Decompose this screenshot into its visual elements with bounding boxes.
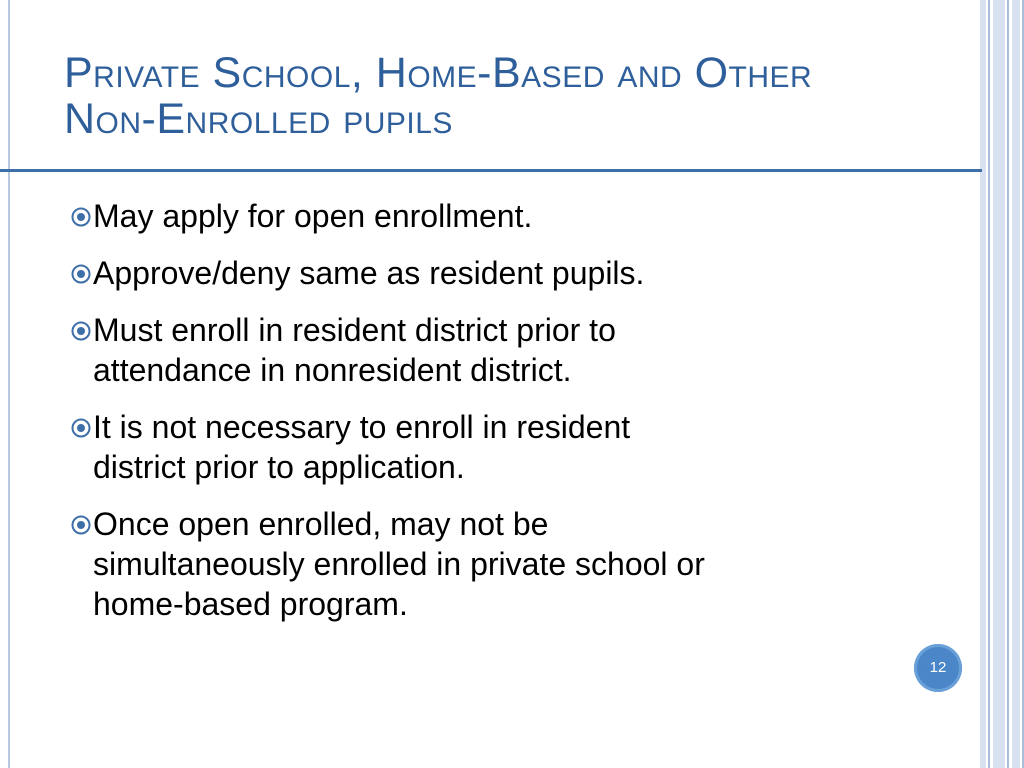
bullet-item: [70, 253, 930, 293]
bullet-item: [70, 196, 930, 236]
bullet-item: [70, 504, 930, 624]
circle-dot-bullet-icon: [70, 417, 92, 439]
title-underline-rule: [0, 169, 982, 172]
bullet-text: Once open enrolled, may not be: [93, 506, 549, 542]
bullet-text: attendance in nonresident district.: [93, 352, 572, 388]
bullet-text: Approve/deny same as resident pupils.: [93, 255, 645, 291]
bullet-text: district prior to application.: [93, 449, 465, 485]
bullet-item: [70, 310, 930, 390]
bullet-text: home-based program.: [93, 586, 408, 622]
slide-title: [64, 50, 964, 142]
bullet-text: Must enroll in resident district prior to: [93, 312, 616, 348]
bullet-text: simultaneously enrolled in private school or: [93, 546, 705, 582]
circle-dot-bullet-icon: [70, 263, 92, 285]
circle-dot-bullet-icon: [70, 206, 92, 228]
stripe: [1012, 0, 1020, 768]
bullet-text: It is not necessary to enroll in resident: [93, 409, 631, 445]
stripe: [980, 0, 986, 768]
title-line: Non-Enrolled pupils: [64, 95, 453, 143]
stripe: [1007, 0, 1009, 768]
circle-dot-bullet-icon: [70, 320, 92, 342]
stripe: [993, 0, 1005, 768]
left-border-line: [8, 0, 10, 768]
stripe: [988, 0, 990, 768]
right-decorative-stripes: [980, 0, 1024, 768]
page-number-badge: 12: [914, 644, 962, 692]
bullet-list: [70, 196, 930, 641]
bullet-text: May apply for open enrollment.: [93, 198, 533, 234]
circle-dot-bullet-icon: [70, 514, 92, 536]
title-line: Private School, Home-Based and Other: [64, 49, 813, 97]
bullet-item: [70, 407, 930, 487]
